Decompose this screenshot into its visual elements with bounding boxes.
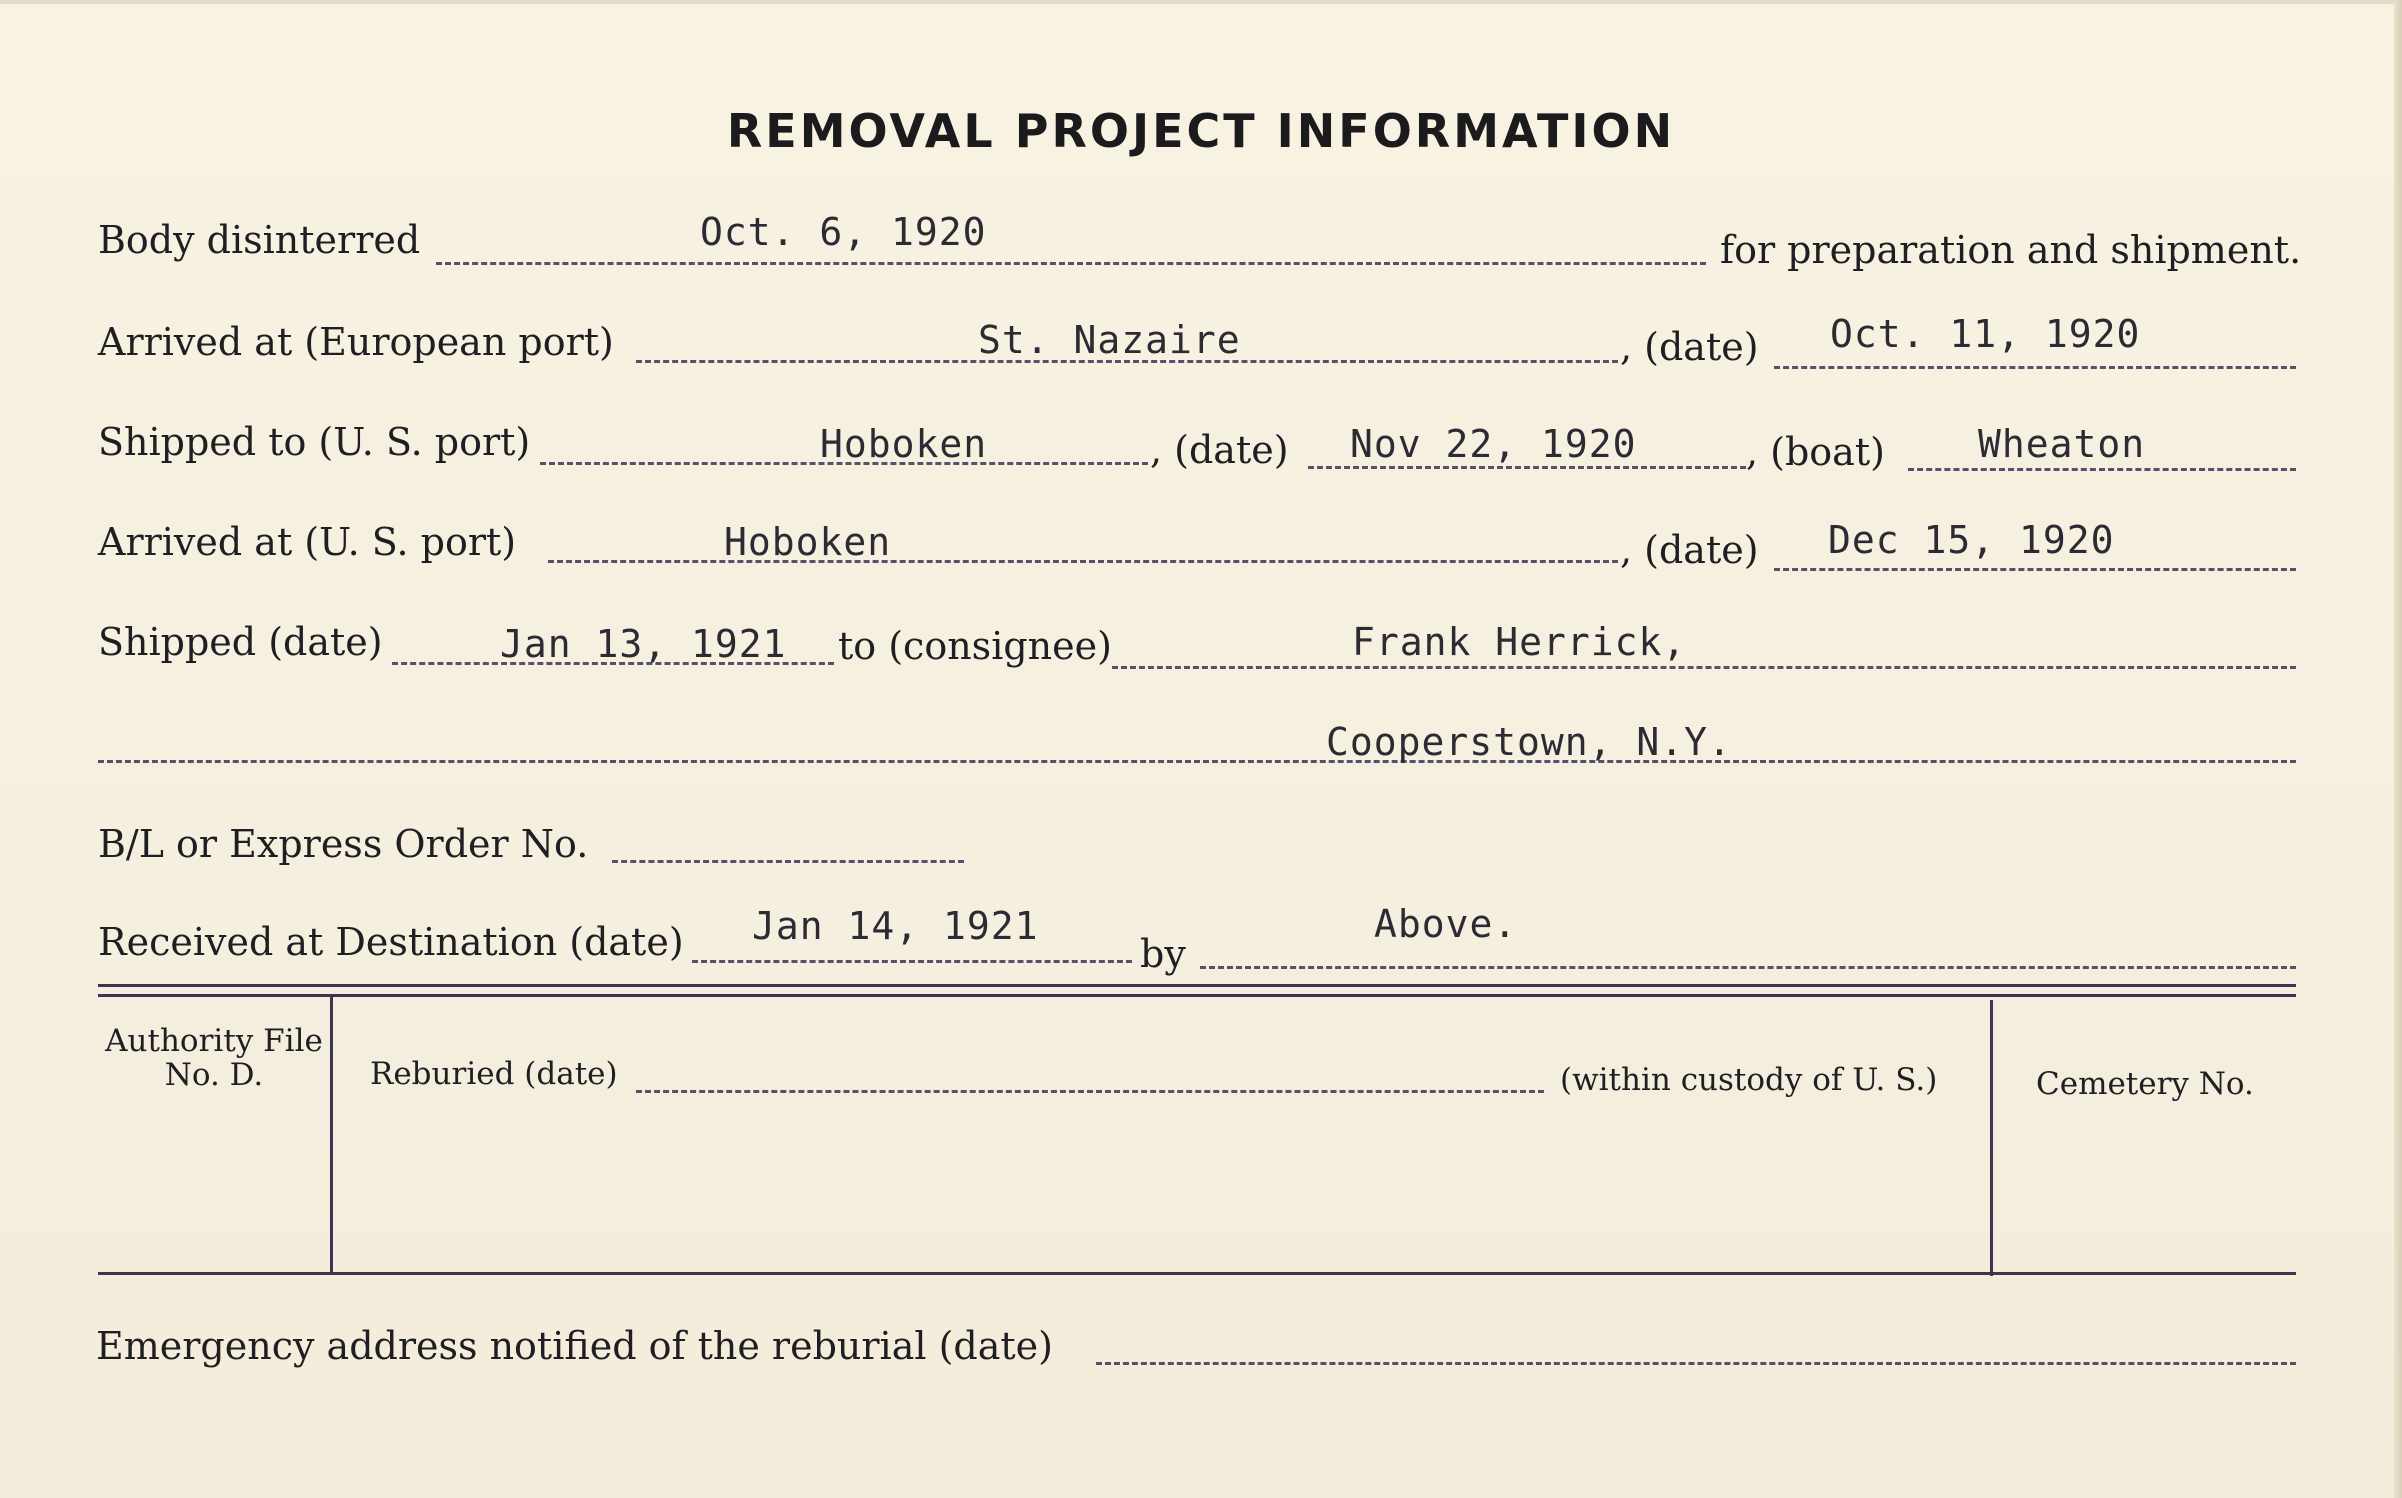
received-date-value: Jan 14, 1921: [752, 904, 1039, 948]
boat-label: , (boat): [1746, 430, 1885, 474]
form-title: REMOVAL PROJECT INFORMATION: [726, 104, 1676, 158]
authority-file-label: Authority File No. D.: [105, 1023, 323, 1093]
european-port-label: Arrived at (European port): [98, 320, 614, 364]
consignee-address-value: Cooperstown, N.Y.: [1326, 720, 1732, 764]
emergency-address-label: Emergency address notified of the reburial (date): [96, 1324, 1053, 1368]
consignee-label: to (consignee): [838, 624, 1112, 668]
custody-label: (within custody of U. S.): [1560, 1062, 1938, 1098]
boat-line: [1908, 468, 2296, 471]
european-date-label: , (date): [1620, 325, 1759, 369]
boat-value: Wheaton: [1978, 422, 2146, 466]
arrived-date-label: , (date): [1620, 528, 1759, 572]
consignee-address-line: [98, 760, 2296, 763]
shipped-date2-value: Jan 13, 1921: [500, 622, 787, 666]
european-port-value: St. Nazaire: [978, 318, 1241, 362]
by-line: [1200, 966, 2296, 969]
bl-express-order-label: B/L or Express Order No.: [98, 822, 589, 866]
shipped-us-port-label: Shipped to (U. S. port): [98, 420, 531, 464]
preparation-shipment-label: for preparation and shipment.: [1720, 228, 2302, 272]
body-disinterred-line: [436, 262, 1706, 265]
bl-express-order-line: [612, 860, 964, 863]
card-top-edge: [0, 0, 2402, 4]
body-disinterred-label: Body disinterred: [98, 218, 421, 262]
shipped-date2-label: Shipped (date): [98, 620, 383, 664]
shipped-date-value: Nov 22, 1920: [1350, 422, 1637, 466]
arrived-us-port-label: Arrived at (U. S. port): [98, 520, 517, 564]
arrived-date-value: Dec 15, 1920: [1828, 518, 2115, 562]
arrived-us-port-value: Hoboken: [724, 520, 892, 564]
table-divider-right: [1990, 1000, 1993, 1276]
cemetery-no-label: Cemetery No.: [2036, 1066, 2254, 1102]
emergency-address-line: [1096, 1362, 2296, 1365]
table-top-rule-1: [98, 984, 2296, 987]
reburied-line: [636, 1090, 1544, 1093]
consignee-line: [1112, 666, 2296, 669]
body-disinterred-value: Oct. 6, 1920: [700, 210, 987, 254]
shipped-date-line: [1308, 466, 1746, 469]
european-date-line: [1774, 366, 2296, 369]
shipped-us-port-value: Hoboken: [820, 422, 988, 466]
by-label: by: [1140, 932, 1186, 976]
reburied-label: Reburied (date): [370, 1056, 618, 1092]
arrived-date-line: [1774, 568, 2296, 571]
european-date-value: Oct. 11, 1920: [1830, 312, 2141, 356]
arrived-us-port-line: [548, 560, 1618, 563]
table-top-rule-2: [98, 994, 2296, 997]
received-destination-label: Received at Destination (date): [98, 920, 684, 964]
table-bottom-rule: [98, 1272, 2296, 1275]
consignee-value: Frank Herrick,: [1352, 620, 1687, 664]
shipped-date-label: , (date): [1150, 428, 1289, 472]
card-right-edge: [2394, 0, 2402, 1498]
by-value: Above.: [1374, 902, 1518, 946]
received-date-line: [692, 960, 1132, 963]
table-divider-left: [330, 994, 333, 1274]
